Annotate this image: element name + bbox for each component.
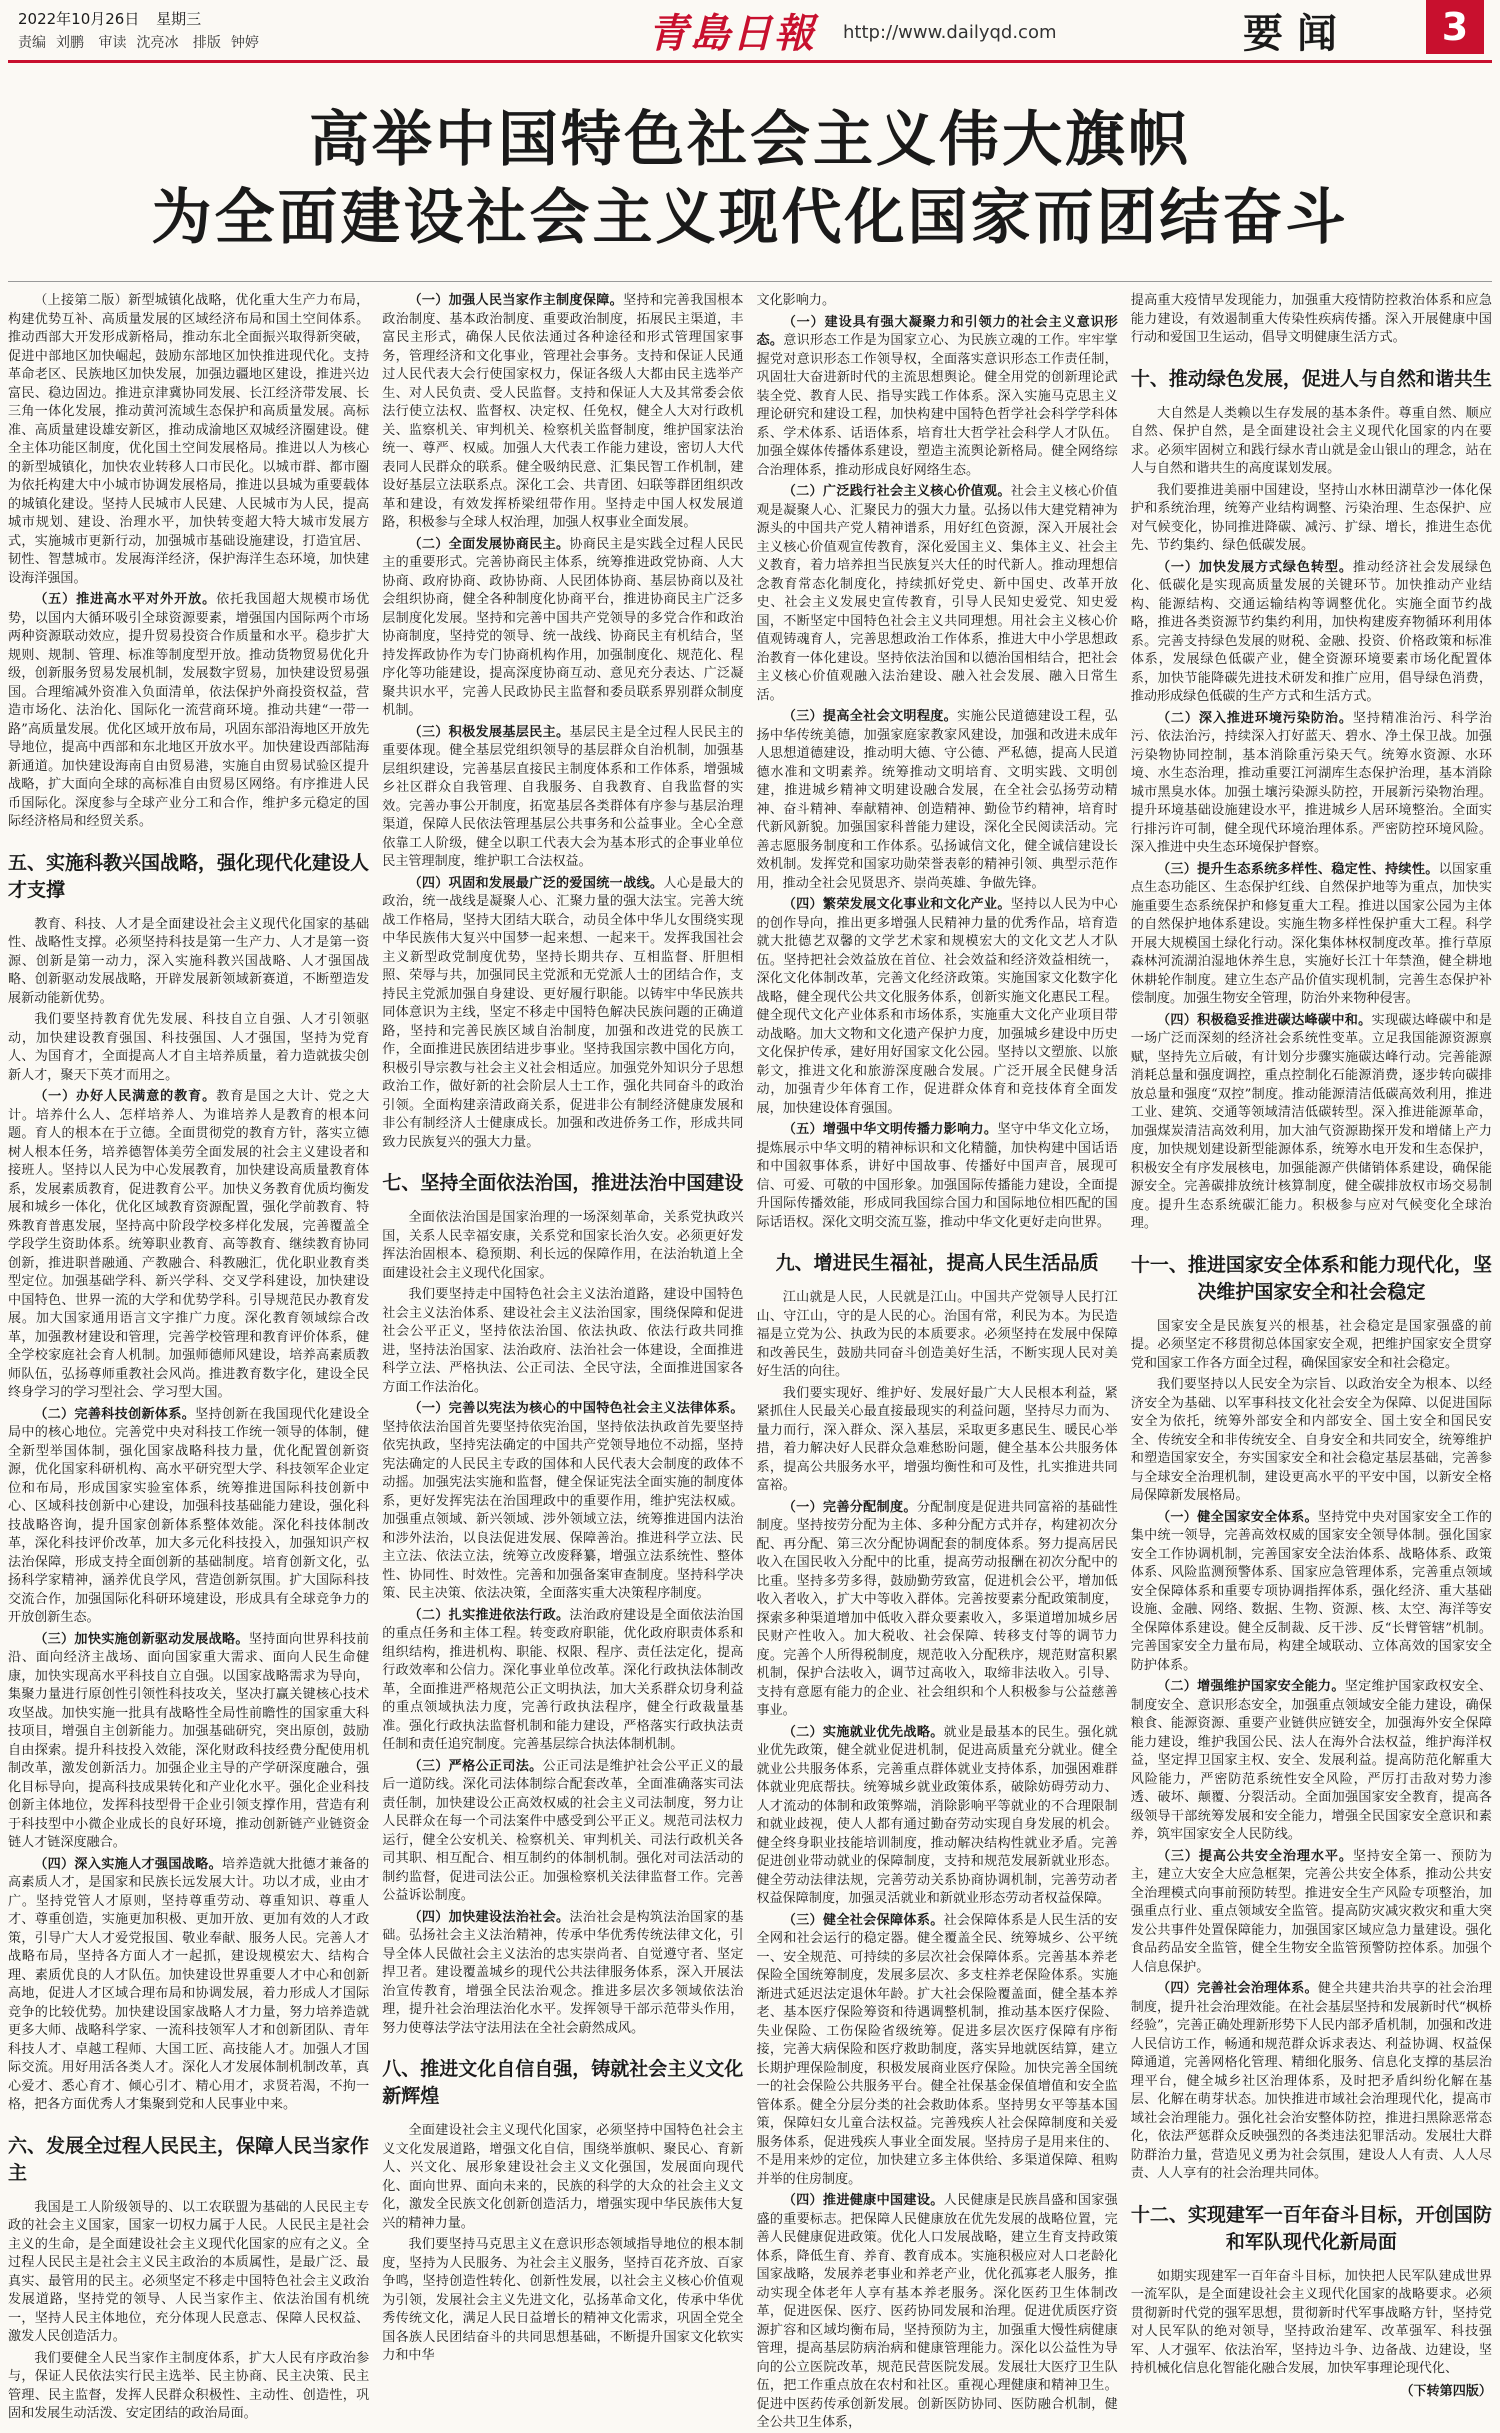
paragraph: 我们要健全人民当家作主制度体系，扩大人民有序政治参与，保证人民依法实行民主选举、民主协商、民主决策、民主管理、民主监督，发挥人民群众积极性、主动性、创造性，巩固和发展生动活泼、安定团结的政治局面。: [8, 2350, 370, 2421]
paragraph: 大自然是人类赖以生存发展的基本条件。尊重自然、顺应自然、保护自然，是全面建设社会主义现代化国家的内在要求。必须牢固树立和践行绿水青山就是金山银山的理念，站在人与自然和谐共生的高度谋划发展。: [1130, 405, 1492, 476]
paragraph: 文化影响力。: [756, 293, 836, 308]
section-heading: 八、推进文化自信自强，铸就社会主义文化新辉煌: [382, 2058, 744, 2107]
layout-label: 排版: [192, 35, 221, 51]
paragraph: [757, 483, 1118, 705]
paragraph: 我们要坚持以人民安全为宗旨、以政治安全为根本、以经济安全为基础、以军事科技文化社会安全为保障、以促进国际安全为依托，统筹外部安全和内部安全、国土安全和国民安全、传统安全和非传统安全、自身安全和共同安全，统筹维护和塑造国家安全，夯实国家安全和社会稳定基层基础，完善参与全球安全治理机制，建设更高水平的平安中国，以新安全格局保障新发展格局。: [1130, 1377, 1492, 1503]
paragraph-text: 人民健康是民族昌盛和国家强盛的重要标志。把保障人民健康放在优先发展的战略位置，完善人民健康促进政策。优化人口发展战略，建立生育支持政策体系，降低生育、养育、教育成本。实施积极应对人口老龄化国家战略，发展养老事业和养老产业，优化孤寡老人服务，推动实现全体老年人享有基本养老服务。深化医药卫生体制改革，促进医保、医疗、医药协同发展和治理。促进优质医疗资源扩容和区域均衡布局，坚持预防为主，加强重大慢性病健康管理，提高基层防病治病和健康管理能力。深化以公益性为导向的公立医院改革，规范民营医院发展。发展壮大医疗卫生队伍，把工作重点放在农村和社区。重视心理健康和精神卫生。促进中医药传承创新发展。创新医防协同、医防融合机制，健全公共卫生体系，: [756, 2193, 1118, 2430]
paragraph-text: 坚定维护国家政权安全、制度安全、意识形态安全，加强重点领域安全能力建设，确保粮食、能源资源、重要产业链供应链安全，加强海外安全保障能力建设，维护我国公民、法人在海外合法权益，维护海洋权益，坚定捍卫国家主权、安全、发展利益。提高防范化解重大风险能力，严密防范系统性安全风险，严厉打击敌对势力渗透、破坏、颠覆、分裂活动。全面加强国家安全教育，提高各级领导干部统筹发展和安全能力，增强全民国家安全意识和素养，筑牢国家安全人民防线。: [1130, 1679, 1493, 1842]
subheading: （四）加快建设法治社会。: [408, 1909, 570, 1925]
subheading: （五）推进高水平对外开放。: [34, 592, 217, 607]
subheading: （三）提高公共安全治理水平。: [1156, 1848, 1353, 1864]
paragraph: 我国是工人阶级领导的、以工农联盟为基础的人民民主专政的社会主义国家，国家一切权力属于人民。人民民主是社会主义的生命，是全面建设社会主义现代化国家的应有之义。全过程人民民主是社会主义民主政治的本质属性，是最广泛、最真实、最管用的民主。必须坚定不移走中国特色社会主义政治发展道路，坚持党的领导、人民当家作主、依法治国有机统一，坚持人民主体地位，充分体现人民意志、保障人民权益、激发人民创造活力。: [8, 2199, 370, 2344]
paragraph: 我们要坚持走中国特色社会主义法治道路，建设中国特色社会主义法治体系、建设社会主义法治国家，围绕保障和促进社会公平正义，坚持依法治国、依法执政、依法行政共同推进，坚持法治国家、法治政府、法治社会一体建设，全面推进科学立法、严格执法、公正司法、全民守法，全面推进国家各方面工作法治化。: [382, 1287, 744, 1395]
subheading: （三）积极发展基层民主。: [408, 724, 570, 740]
paragraph-text: 坚持以人民为中心的创作导向，推出更多增强人民精神力量的优秀作品，培育造就大批德艺双馨的文学艺术家和规模宏大的文化文艺人才队伍。坚持把社会效益放在首位、社会效益和经济效益相统一，深化文化体制改革，完善文化经济政策。实施国家文化数字化战略，健全现代公共文化服务体系，创新实施文化惠民工程。健全现代文化产业体系和市场体系，实施重大文化产业项目带动战略。加大文物和文化遗产保护力度，加强城乡建设中历史文化保护传承，建好用好国家文化公园。坚持以文塑旅、以旅彰文，推进文化和旅游深度融合发展。广泛开展全民健身活动，加强青少年体育工作，促进群众体育和竞技体育全面发展，加快建设体育强国。: [756, 897, 1118, 1116]
paragraph-text: 坚持党中央对国家安全工作的集中统一领导，完善高效权威的国家安全领导体制。强化国家安全工作协调机制，完善国家安全法治体系、战略体系、政策体系、风险监测预警体系、国家应急管理体系，完善重点领域安全保障体系和重要专项协调指挥体系，强化经济、重大基础设施、金融、网络、数据、生物、资源、核、太空、海洋等安全保障体系建设。健全反制裁、反干涉、反“长臂管辖”机制。完善国家安全力量布局，构建全域联动、立体高效的国家安全防护体系。: [1130, 1509, 1492, 1673]
paper-logo: 青島日報: [648, 10, 816, 57]
section-heading: 七、坚持全面依法治国，推进法治中国建设: [382, 1172, 744, 1194]
subheading: （二）广泛践行社会主义核心价值观。: [782, 484, 1011, 499]
paragraph: [1131, 861, 1492, 1009]
subheading: （四）推进健康中国建设。: [782, 2193, 944, 2208]
paragraph-text: 以国家重点生态功能区、生态保护红线、自然保护地等为重点，加快实施重要生态系统保护和修复重大工程。推进以国家公园为主体的自然保护地体系建设。实施生物多样性保护重大工程。科学开展大规模国土绿化行动。深化集体林权制度改革。推行草原森林河流湖泊湿地休养生息，实施好长江十年禁渔，健全耕地休耕轮作制度。建立生态产品价值实现机制，完善生态保护补偿制度。加强生物安全管理，防治外来物种侵害。: [1130, 861, 1493, 1006]
section-heading: 十一、推进国家安全体系和能力现代化，坚决维护国家安全和社会稳定: [1130, 1253, 1492, 1303]
paragraph: 全面建设社会主义现代化国家，必须坚持中国特色社会主义文化发展道路，增强文化自信，围绕举旗帜、聚民心、育新人、兴文化、展形象建设社会主义文化强国，发展面向现代化、面向世界、面向未来的，民族的科学的大众的社会主义文化，激发全民族文化创新创造活力，增强实现中华民族伟大复兴的精神力量。: [382, 2123, 744, 2231]
paragraph: 我们要坚持马克思主义在意识形态领域指导地位的根本制度，坚持为人民服务、为社会主义服务，坚持百花齐放、百家争鸣，坚持创造性转化、创新性发展，以社会主义核心价值观为引领，发展社会主义先进文化，弘扬革命文化，传承中华优秀传统文化，满足人民日益增长的精神文化需求，巩固全党全国各族人民团结奋斗的共同思想基础，不断提升国家文化软实力和中华: [382, 2237, 744, 2363]
subheading: （三）严格公正司法。: [408, 1758, 543, 1774]
subheading: （五）增强中华文明传播力影响力。: [782, 1122, 998, 1137]
editor-label: 责编: [18, 35, 46, 51]
paragraph-text: 坚持面向世界科技前沿、面向经济主战场、面向国家重大需求、面向人民生命健康，加快实现高水平科技自立自强。以国家战略需求为导向，集聚力量进行原创性引领性科技攻关，坚决打赢关键核心技术攻坚战。加快实施一批具有战略性全局性前瞻性的国家重大科技项目，增强自主创新能力。加强基础研究，突出原创，鼓励自由探索。提升科技投入效能，深化财政科技经费分配使用机制改革，激发创新活力。加强企业主导的产学研深度融合，强化目标导向，提高科技成果转化和产业化水平。强化企业科技创新主体地位，发挥科技型骨干企业引领支撑作用，营造有利于科技型中小微企业成长的良好环境，推动创新链产业链资金链人才链深度融合。: [8, 1631, 370, 1850]
paragraph: [382, 1909, 743, 2039]
subheading: （二）深入推进环境污染防治。: [1156, 710, 1353, 726]
headline-line-1: 高举中国特色社会主义伟大旗帜: [309, 105, 1191, 175]
subheading: （一）办好人民满意的教育。: [34, 1089, 217, 1104]
reviewer-name: 沈亮冰: [136, 35, 179, 51]
headline: [8, 63, 1492, 282]
section-heading: 十、推动绿色发展，促进人与自然和谐共生: [1130, 367, 1492, 390]
page-number: 3: [1426, 0, 1484, 54]
paragraph: 我们要坚持教育优先发展、科技自立自强、人才引领驱动，加快建设教育强国、科技强国、人才强国，坚持为党育人、为国育才，全面提高人才自主培养质量，着力造就拔尖创新人才，聚天下英才而用之。: [8, 1012, 370, 1083]
paragraph: 如期实现建军一百年奋斗目标，加快把人民军队建成世界一流军队，是全面建设社会主义现代化国家的战略要求。必须贯彻新时代党的强军思想，贯彻新时代军事战略方针，坚持党对人民军队的绝对领导，坚持政治建军、改革强军、科技强军、人才强军、依法治军，坚持边斗争、边备战、边建设，坚持机械化信息化智能化融合发展，加快军事理论现代化、: [1130, 2268, 1492, 2376]
paragraph-text: 依托我国超大规模市场优势，以国内大循环吸引全球资源要素，增强国内国际两个市场两种资源联动效应，提升贸易投资合作质量和水平。稳步扩大规则、规制、管理、标准等制度型开放。推动货物贸易优化升级，创新服务贸易发展机制，发展数字贸易，加快建设贸易强国。合理缩减外资准入负面清单，依法保护外商投资权益，营造市场化、法治化、国际化一流营商环境。推动共建“一带一路”高质量发展。优化区域开放布局，巩固东部沿海地区开放先导地位，提高中西部和东北地区开放水平。加快建设西部陆海新通道。加快建设海南自由贸易港，实施自由贸易试验区提升战略，扩大面向全球的高标准自由贸易区网络。有序推进人民币国际化。深度参与全球产业分工和合作，维护多元稳定的国际经济格局和经贸关系。: [8, 592, 370, 829]
paragraph: [8, 591, 369, 832]
date: 2022年10月26日: [18, 10, 140, 28]
editor-name: 刘鹏: [56, 35, 84, 51]
subheading: （一）完善分配制度。: [782, 1499, 917, 1515]
section-heading: 十二、实现建军一百年奋斗目标，开创国防和军队现代化新局面: [1130, 2203, 1492, 2253]
paragraph: [382, 292, 743, 533]
paragraph-text: 坚持创新在我国现代化建设全局中的核心地位。完善党中央对科技工作统一领导的体制，健全新型举国体制，强化国家战略科技力量，优化配置创新资源，优化国家科研机构、高水平研究型大学、科技领军企业定位和布局，形成国家实验室体系，统筹推进国际科技创新中心、区域科技创新中心建设，加强科技基础能力建设，强化科技战略咨询，提升国家创新体系整体效能。深化科技体制改革，深化科技评价改革，加大多元化科技投入，加强知识产权法治保障，形成支持全面创新的基础制度。培育创新文化，弘扬科学家精神，涵养优良学风，营造创新氛围。扩大国际科技交流合作，加强国际化科研环境建设，形成具有全球竞争力的开放创新生态。: [8, 1406, 370, 1625]
paragraph-text: 就业是最基本的民生。强化就业优先政策，健全就业促进机制，促进高质量充分就业。健全就业公共服务体系，完善重点群体就业支持体系，加强困难群体就业兜底帮扶。统筹城乡就业政策体系，破除妨碍劳动力、人才流动的体制和政策弊端，消除影响平等就业的不合理限制和就业歧视，使人人都有通过勤奋劳动实现自身发展的机会。健全终身职业技能培训制度，推动解决结构性就业矛盾。完善促进创业带动就业的保障制度，支持和规范发展新就业形态。健全劳动法律法规，完善劳动关系协商协调机制，完善劳动者权益保障制度，加强灵活就业和新就业形态劳动者权益保障。: [756, 1724, 1118, 1906]
paragraph: [757, 1724, 1118, 1909]
article-columns: [8, 282, 1493, 2430]
paragraph-text: 实现碳达峰碳中和是一场广泛而深刻的经济社会系统性变革。立足我国能源资源禀赋，坚持先立后破，有计划分步骤实施碳达峰行动。完善能源消耗总量和强度调控，重点控制化石能源消费，逐步转向碳排放总量和强度“双控”制度。推动能源清洁低碳高效利用，推进工业、建筑、交通等领域清洁低碳转型。深入推进能源革命，加强煤炭清洁高效利用，加大油气资源勘探开发和增储上产力度，加快规划建设新型能源体系，统筹水电开发和生态保护，积极安全有序发展核电，加强能源产供储销体系建设，确保能源安全。完善碳排放统计核算制度，健全碳排放权市场交易制度。提升生态系统碳汇能力。积极参与应对气候变化全球治理。: [1130, 1012, 1493, 1231]
paragraph-text: 分配制度是促进共同富裕的基础性制度。坚持按劳分配为主体、多种分配方式并存，构建初次分配、再分配、第三次分配协调配套的制度体系。努力提高居民收入在国民收入分配中的比重，提高劳动报酬在初次分配中的比重。坚持多劳多得，鼓励勤劳致富，促进机会公平，增加低收入者收入，扩大中等收入群体。完善按要素分配政策制度，探索多种渠道增加中低收入群众要素收入，多渠道增加城乡居民财产性收入。加大税收、社会保障、转移支付等的调节力度。完善个人所得税制度，规范收入分配秩序，规范财富积累机制，保护合法收入，调节过高收入，取缔非法收入。引导、支持有意愿有能力的企业、社会组织和个人积极参与公益慈善事业。: [756, 1499, 1118, 1718]
paragraph-text: 实施公民道德建设工程，弘扬中华传统美德，加强家庭家教家风建设，加强和改进未成年人思想道德建设，推动明大德、守公德、严私德，提高人民道德水准和文明素养。统筹推动文明培育、文明实践、文明创建，推进城乡精神文明建设融合发展，在全社会弘扬劳动精神、奋斗精神、奉献精神、创造精神、勤俭节约精神，培育时代新风新貌。加强国家科普能力建设，深化全民阅读活动。完善志愿服务制度和工作体系。弘扬诚信文化，健全诚信建设长效机制。发挥党和国家功勋荣誉表彰的精神引领、典型示范作用，推动全社会见贤思齐、崇尚英雄、争做先锋。: [756, 709, 1118, 891]
subheading: （一）加快发展方式绿色转型。: [1156, 559, 1353, 575]
subheading: （四）繁荣发展文化事业和文化产业。: [782, 897, 1011, 912]
subheading: （一）建设具有强大凝聚力和引领力的社会主义意识形态。: [756, 314, 1118, 348]
paragraph: [382, 1758, 743, 1906]
paragraph: （上接第二版）新型城镇化战略，优化重大生产力布局，构建优势互补、高质量发展的区域经济布局和国土空间体系。推动西部大开发形成新格局，推动东北全面振兴取得新突破，促进中部地区加快崛起，鼓励东部地区加快推进现代化。支持革命老区、民族地区加快发展，加强边疆地区建设，推进兴边富民、稳边固边。推进京津冀协同发展、长江经济带发展、长三角一体化发展，推动黄河流域生态保护和高质量发展。高标准、高质量建设雄安新区，推动成渝地区双城经济圈建设。健全主体功能区制度，优化国土空间发展格局。推进以人为核心的新型城镇化，加快农业转移人口市民化。以城市群、都市圈为依托构建大中小城市协调发展格局，推进以县城为重要载体的城镇化建设。坚持人民城市人民建、人民城市为人民，提高城市规划、建设、治理水平，加快转变超大特大城市发展方式，实施城市更新行动，加强城市基础设施建设，打造宜居、韧性、智慧城市。发展海洋经济，保护海洋生态环境，加快建设海洋强国。: [8, 293, 370, 586]
paper-url[interactable]: http://www.dailyqd.com: [843, 22, 1057, 43]
paragraph: [8, 1406, 369, 1628]
subheading: （四）完善社会治理体系。: [1156, 1981, 1318, 1996]
subheading: （四）积极稳妥推进碳达峰碳中和。: [1156, 1012, 1372, 1028]
subheading: （三）提高全社会文明程度。: [782, 709, 958, 724]
headline-line-2: 为全面建设社会主义现代化国家而团结奋斗: [151, 183, 1349, 253]
paragraph-text: 坚持依法治国首先要坚持依宪治国，坚持依法执政首先要坚持依宪执政，坚持宪法确定的中国共产党领导地位不动摇，坚持宪法确定的人民民主专政的国体和人民代表大会制度的政体不动摇。加强宪法实施和监督，健全保证宪法全面实施的制度体系，更好发挥宪法在治国理政中的重要作用，维护宪法权威。加强重点领域、新兴领域、涉外领域立法，统筹推进国内法治和涉外法治，以良法促进发展、保障善治。推进科学立法、民主立法、依法立法，统筹立改废释纂，增强立法系统性、整体性、协同性、时效性。完善和加强备案审查制度。坚持科学决策、民主决策、依法决策，全面落实重大决策程序制度。: [382, 1419, 744, 1601]
column-4: [1130, 292, 1493, 2399]
subheading: （二）全面发展协商民主。: [408, 536, 570, 552]
masthead: [8, 0, 1492, 63]
paragraph-text: 社会保障体系是人民生活的安全网和社会运行的稳定器。健全覆盖全民、统筹城乡、公平统一、安全规范、可持续的多层次社会保障体系。完善基本养老保险全国统筹制度，发展多层次、多支柱养老保险体系。实施渐进式延迟法定退休年龄。扩大社会保险覆盖面，健全基本养老、基本医疗保险筹资和待遇调整机制，推动基本医疗保险、失业保险、工伤保险省级统筹。促进多层次医疗保障有序衔接，完善大病保险和医疗救助制度，落实异地就医结算，建立长期护理保险制度，积极发展商业医疗保险。加快完善全国统一的社会保险公共服务平台。健全社保基金保值增值和安全监管体系。健全分层分类的社会救助体系。坚持男女平等基本国策，保障妇女儿童合法权益。完善残疾人社会保障制度和关爱服务体系，促进残疾人事业全面发展。坚持房子是用来住的、不是用来炒的定位，加快建立多主体供给、多渠道保障、租购并举的住房制度。: [756, 1912, 1118, 2187]
subheading: （二）实施就业优先战略。: [782, 1724, 944, 1740]
paragraph: [382, 724, 743, 872]
subheading: （二）增强维护国家安全能力。: [1156, 1679, 1345, 1694]
paragraph: [757, 708, 1118, 893]
paragraph-text: 意识形态工作是为国家立心、为民族立魂的工作。牢牢掌握党对意识形态工作领导权，全面落实意识形态工作责任制，巩固壮大奋进新时代的主流思想舆论。健全用党的创新理论武装全党、教育人民、指导实践工作体系。深入实施马克思主义理论研究和建设工程，加快构建中国特色哲学社会科学学科体系、学术体系、话语体系，培育壮大哲学社会科学人才队伍。加强全媒体传播体系建设，塑造主流舆论新格局。健全网络综合治理体系，推动形成良好网络生态。: [756, 333, 1118, 478]
paragraph: 我们要实现好、维护好、发展好最广大人民根本利益，紧紧抓住人民最关心最直接最现实的利益问题，坚持尽力而为、量力而行，深入群众、深入基层，采取更多惠民生、暖民心举措，着力解决好人民群众急难愁盼问题，健全基本公共服务体系，提高公共服务水平，增强均衡性和可及性，扎实推进共同富裕。: [756, 1385, 1118, 1493]
paragraph: [757, 314, 1118, 481]
subheading: （二）完善科技创新体系。: [34, 1406, 196, 1422]
continued-note: （下转第四版）: [1400, 2383, 1492, 2399]
paragraph: [1131, 1509, 1492, 1676]
paragraph: [1131, 1848, 1492, 1978]
paragraph: [1131, 710, 1492, 858]
paragraph-text: 法治社会是构筑法治国家的基础。弘扬社会主义法治精神，传承中华优秀传统法律文化，引导全体人民做社会主义法治的忠实崇尚者、自觉遵守者、坚定捍卫者。建设覆盖城乡的现代公共法律服务体系，深入开展法治宣传教育，增强全民法治观念。推进多层次多领域依法治理，提升社会治理法治化水平。发挥领导干部示范带头作用，努力使尊法学法守法用法在全社会蔚然成风。: [382, 1909, 744, 2036]
paragraph: [8, 1088, 369, 1403]
staff-credits: [18, 32, 269, 52]
subheading: （一）完善以宪法为核心的中国特色社会主义法律体系。: [408, 1401, 744, 1416]
section-title: 要闻: [1243, 10, 1351, 57]
paragraph: [1131, 1012, 1492, 1234]
paragraph: [757, 896, 1118, 1118]
paragraph: [1131, 1980, 1492, 2184]
layout-name: 钟婷: [230, 35, 259, 51]
paragraph-text: 坚守中华文化立场，提炼展示中华文明的精神标识和文化精髓，加快构建中国话语和中国叙事体系，讲好中国故事、传播好中国声音，展现可信、可爱、可敬的中国形象。加强国际传播能力建设，全面提升国际传播效能，形成同我国综合国力和国际地位相匹配的国际话语权。深化文明交流互鉴，推动中华文化更好走向世界。: [756, 1122, 1118, 1230]
paragraph-text: 教育是国之大计、党之大计。培养什么人、怎样培养人、为谁培养人是教育的根本问题。育人的根本在于立德。全面贯彻党的教育方针，落实立德树人根本任务，培养德智体美劳全面发展的社会主义建设者和接班人。坚持以人民为中心发展教育，加快建设高质量教育体系，发展素质教育，促进教育公平。加快义务教育优质均衡发展和城乡一体化，优化区域教育资源配置，强化学前教育、特殊教育普惠发展，坚持高中阶段学校多样化发展，完善覆盖全学段学生资助体系。统筹职业教育、高等教育、继续教育协同创新，推进职普融通、产教融合、科教融汇，优化职业教育类型定位。加强基础学科、新兴学科、交叉学科建设，加快建设中国特色、世界一流的大学和优势学科。引导规范民办教育发展。加大国家通用语言文字推广力度。深化教育领域综合改革，加强教材建设和管理，完善学校管理和教育评价体系，健全学校家庭社会育人机制。加强师德师风建设，培养高素质教师队伍，弘扬尊师重教社会风尚。推进教育数字化，建设全民终身学习的学习型社会、学习型大国。: [8, 1089, 370, 1400]
section-heading: 六、发展全过程人民民主，保障人民当家作主: [8, 2134, 370, 2184]
reviewer-label: 审读: [98, 35, 127, 51]
paragraph: [8, 1856, 369, 2115]
paragraph: 教育、科技、人才是全面建设社会主义现代化国家的基础性、战略性支撑。必须坚持科技是第一生产力、人才是第一资源、创新是第一动力，深入实施科教兴国战略、人才强国战略、创新驱动发展战略，开辟发展新领域新赛道，不断塑造发展新动能新优势。: [8, 916, 370, 1006]
paragraph: [1131, 1678, 1492, 1845]
paragraph: [757, 2192, 1118, 2433]
paragraph-text: 健全共建共治共享的社会治理制度，提升社会治理效能。在社会基层坚持和发展新时代“枫桥经验”，完善正确处理新形势下人民内部矛盾机制，加强和改进人民信访工作，畅通和规范群众诉求表达、利益协调、权益保障通道，完善网格化管理、精细化服务、信息化支撑的基层治理平台，健全城乡社区治理体系，及时把矛盾纠纷化解在基层、化解在萌芽状态。加快推进市域社会治理现代化，提高市域社会治理能力。强化社会治安整体防控，推进扫黑除恶常态化，依法严惩群众反映强烈的各类违法犯罪活动。发展壮大群防群治力量，营造见义勇为社会氛围，建设人人有责、人人尽责、人人享有的社会治理共同体。: [1130, 1981, 1492, 2181]
paragraph-text: 社会主义核心价值观是凝聚人心、汇聚民力的强大力量。弘扬以伟大建党精神为源头的中国共产党人精神谱系，用好红色资源，深入开展社会主义核心价值观宣传教育，深化爱国主义、集体主义、社会主义教育，着力培养担当民族复兴大任的时代新人。推动理想信念教育常态化制度化，持续抓好党史、新中国史、改革开放史、社会主义发展史宣传教育，引导人民知史爱党、知史爱国，不断坚定中国特色社会主义共同理想。用社会主义核心价值观铸魂育人，完善思想政治工作体系，推进大中小学思想政治教育一体化建设。坚持依法治国和以德治国相结合，把社会主义核心价值观融入法治建设、融入社会发展、融入日常生活。: [756, 484, 1118, 703]
issue-date: [18, 8, 213, 29]
paragraph-text: 推动经济社会发展绿色化、低碳化是实现高质量发展的关键环节。加快推动产业结构、能源结构、交通运输结构等调整优化。实施全面节约战略，推进各类资源节约集约利用，加快构建废弃物循环利用体系。完善支持绿色发展的财税、金融、投资、价格政策和标准体系，发展绿色低碳产业，健全资源环境要素市场化配置体系，加快节能降碳先进技术研发和推广应用，倡导绿色消费，推动形成绿色低碳的生产方式和生活方式。: [1130, 559, 1493, 704]
column-2: [382, 292, 744, 2363]
subheading: （二）扎实推进依法行政。: [408, 1607, 570, 1623]
paragraph-text: 协商民主是实践全过程人民民主的重要形式。完善协商民主体系，统筹推进政党协商、人大协商、政府协商、政协协商、人民团体协商、基层协商以及社会组织协商，健全各种制度化协商平台，推进协商民主广泛多层制度化发展。坚持和完善中国共产党领导的多党合作和政治协商制度，坚持党的领导、统一战线、协商民主有机结合，坚持发挥政协作为专门协商机构作用，加强制度化、规范化、程序化等功能建设，提高深度协商互动、意见充分表达、广泛凝聚共识水平，完善人民政协民主监督和委员联系界别群众制度机制。: [382, 536, 744, 718]
subheading: （一）加强人民当家作主制度保障。: [408, 293, 624, 308]
paragraph-text: 法治政府建设是全面依法治国的重点任务和主体工程。转变政府职能，优化政府职责体系和组织结构，推进机构、职能、权限、程序、责任法定化，提高行政效率和公信力。深化事业单位改革。深化行政执法体制改革，全面推进严格规范公正文明执法，加大关系群众切身利益的重点领域执法力度，完善行政执法程序，健全行政裁量基准。强化行政执法监督机制和能力建设，严格落实行政执法责任制和责任追究制度。完善基层综合执法体制机制。: [382, 1607, 744, 1752]
paragraph: [382, 536, 743, 721]
paragraph: 江山就是人民，人民就是江山。中国共产党领导人民打江山、守江山，守的是人民的心。治国有常，利民为本。为民造福是立党为公、执政为民的本质要求。必须坚持在发展中保障和改善民生，鼓励共同奋斗创造美好生活，不断实现人民对美好生活的向往。: [756, 1290, 1118, 1379]
weekday: 星期三: [156, 10, 202, 28]
paragraph: [382, 1607, 743, 1755]
subheading: （一）健全国家安全体系。: [1156, 1509, 1318, 1525]
paragraph-text: 坚持安全第一、预防为主，建立大安全大应急框架，完善公共安全体系，推动公共安全治理模式向事前预防转型。推进安全生产风险专项整治，加强重点行业、重点领域安全监管。提高防灾减灾救灾和重大突发公共事件处置保障能力，加强国家区域应急力量建设。强化食品药品安全监管，健全生物安全监管预警防控体系。加强个人信息保护。: [1130, 1848, 1493, 1975]
paragraph: 全面依法治国是国家治理的一场深刻革命，关系党执政兴国，关系人民幸福安康，关系党和国家长治久安。必须更好发挥法治固根本、稳预期、利长远的保障作用，在法治轨道上全面建设社会主义现代化国家。: [382, 1210, 744, 1281]
paragraph: 提高重大疫情早发现能力，加强重大疫情防控救治体系和应急能力建设，有效遏制重大传染性疾病传播。深入开展健康中国行动和爱国卫生运动，倡导文明健康生活方式。: [1130, 293, 1492, 345]
subheading: （四）深入实施人才强国战略。: [34, 1856, 223, 1872]
column-3: [756, 292, 1118, 2430]
paragraph: [1131, 559, 1492, 707]
paragraph-text: 坚持精准治污、科学治污、依法治污，持续深入打好蓝天、碧水、净土保卫战。加强污染物协同控制，基本消除重污染天气。统筹水资源、水环境、水生态治理，推动重要江河湖库生态保护治理，基本消除城市黑臭水体。加强土壤污染源头防控，开展新污染物治理。提升环境基础设施建设水平，推进城乡人居环境整治。全面实行排污许可制，健全现代环境治理体系。严密防控环境风险。深入推进中央生态环境保护督察。: [1130, 710, 1493, 855]
paragraph: [757, 1121, 1118, 1232]
paragraph-text: 培养造就大批德才兼备的高素质人才，是国家和民族长远发展大计。功以才成，业由才广。坚持党管人才原则，坚持尊重劳动、尊重知识、尊重人才、尊重创造，实施更加积极、更加开放、更加有效的人才政策，引导广大人才爱党报国、敬业奉献、服务人民。完善人才战略布局，坚持各方面人才一起抓，建设规模宏大、结构合理、素质优良的人才队伍。加快建设世界重要人才中心和创新高地，促进人才区域合理布局和协调发展，着力形成人才国际竞争的比较优势。加快建设国家战略人才力量，努力培养造就更多大师、战略科学家、一流科技领军人才和创新团队、青年科技人才、卓越工程师、大国工匠、高技能人才。加强人才国际交流。用好用活各类人才。深化人才发展体制机制改革，真心爱才、悉心育才、倾心引才、精心用才，求贤若渴，不拘一格，把各方面优秀人才集聚到党和人民事业中来。: [8, 1856, 370, 2112]
paragraph: 国家安全是民族复兴的根基，社会稳定是国家强盛的前提。必须坚定不移贯彻总体国家安全观，把维护国家安全贯穿党和国家工作各方面全过程，确保国家安全和社会稳定。: [1130, 1318, 1492, 1371]
paragraph: [382, 875, 743, 1153]
paragraph-text: 基层民主是全过程人民民主的重要体现。健全基层党组织领导的基层群众自治机制，加强基层组织建设，完善基层直接民主制度体系和工作体系，增强城乡社区群众自我管理、自我服务、自我教育、自我监督的实效。完善办事公开制度，拓宽基层各类群体有序参与基层治理渠道，保障人民依法管理基层公共事务和公益事业。全心全意依靠工人阶级，健全以职工代表大会为基本形式的企事业单位民主管理制度，维护职工合法权益。: [382, 724, 744, 869]
paragraph: [8, 1631, 369, 1853]
paragraph: [382, 1400, 743, 1604]
subheading: （三）加快实施创新驱动发展战略。: [34, 1631, 249, 1647]
paragraph-text: 公正司法是维护社会公平正义的最后一道防线。深化司法体制综合配套改革，全面准确落实司法责任制，加快建设公正高效权威的社会主义司法制度，努力让人民群众在每一个司法案件中感受到公平正义。规范司法权力运行，健全公安机关、检察机关、审判机关、司法行政机关各司其职、相互配合、相互制约的体制机制。强化对司法活动的制约监督，促进司法公正。加强检察机关法律监督工作。完善公益诉讼制度。: [382, 1758, 744, 1903]
subheading: （三）健全社会保障体系。: [782, 1912, 944, 1928]
paragraph: [757, 1912, 1118, 2190]
subheading: （四）巩固和发展最广泛的爱国统一战线。: [408, 875, 664, 891]
paragraph: [757, 1499, 1118, 1721]
paragraph: 我们要推进美丽中国建设，坚持山水林田湖草沙一体化保护和系统治理，统筹产业结构调整、污染治理、生态保护、应对气候变化，协同推进降碳、减污、扩绿、增长，推进生态优先、节约集约、绿色低碳发展。: [1130, 482, 1492, 553]
paragraph-text: 坚持和完善我国根本政治制度、基本政治制度、重要政治制度，拓展民主渠道，丰富民主形式，确保人民依法通过各种途径和形式管理国家事务，管理经济和文化事业，管理社会事务。支持和保证人民通过人民代表大会行使国家权力，保证各级人大都由民主选举产生、对人民负责、受人民监督。支持和保证人大及其常委会依法行使立法权、监督权、决定权、任免权，健全人大对行政机关、监察机关、审判机关、检察机关监督制度，维护国家法治统一、尊严、权威。加强人大代表工作能力建设，密切人大代表同人民群众的联系。健全吸纳民意、汇集民智工作机制，建设好基层立法联系点。深化工会、共青团、妇联等群团组织改革和建设，有效发挥桥梁纽带作用。坚持走中国人权发展道路，积极参与全球人权治理，加强人权事业全面发展。: [382, 293, 744, 530]
section-heading: 五、实施科教兴国战略，强化现代化建设人才支撑: [8, 851, 370, 901]
column-1: [8, 292, 370, 2421]
subheading: （三）提升生态系统多样性、稳定性、持续性。: [1156, 861, 1439, 877]
section-heading: 九、增进民生福祉，提高人民生活品质: [775, 1252, 1099, 1274]
paragraph-text: 人心是最大的政治，统一战线是凝聚人心、汇聚力量的强大法宝。完善大统战工作格局，坚持大团结大联合，动员全体中华儿女围绕实现中华民族伟大复兴中国梦一起来想、一起来干。发挥我国社会主义新型政党制度优势，坚持长期共存、互相监督、肝胆相照、荣辱与共，加强同民主党派和无党派人士的团结合作，支持民主党派加强自身建设、更好履行职能。以铸牢中华民族共同体意识为主线，坚定不移走中国特色解决民族问题的正确道路，坚持和完善民族区域自治制度，加强和改进党的民族工作，全面推进民族团结进步事业。坚持我国宗教中国化方向，积极引导宗教与社会主义社会相适应。加强党外知识分子思想政治工作，做好新的社会阶层人士工作，强化共同奋斗的政治引领。全面构建亲清政商关系，促进非公有制经济健康发展和非公有制经济人士健康成长。加强和改进侨务工作，形成共同致力民族复兴的强大力量。: [382, 875, 744, 1150]
